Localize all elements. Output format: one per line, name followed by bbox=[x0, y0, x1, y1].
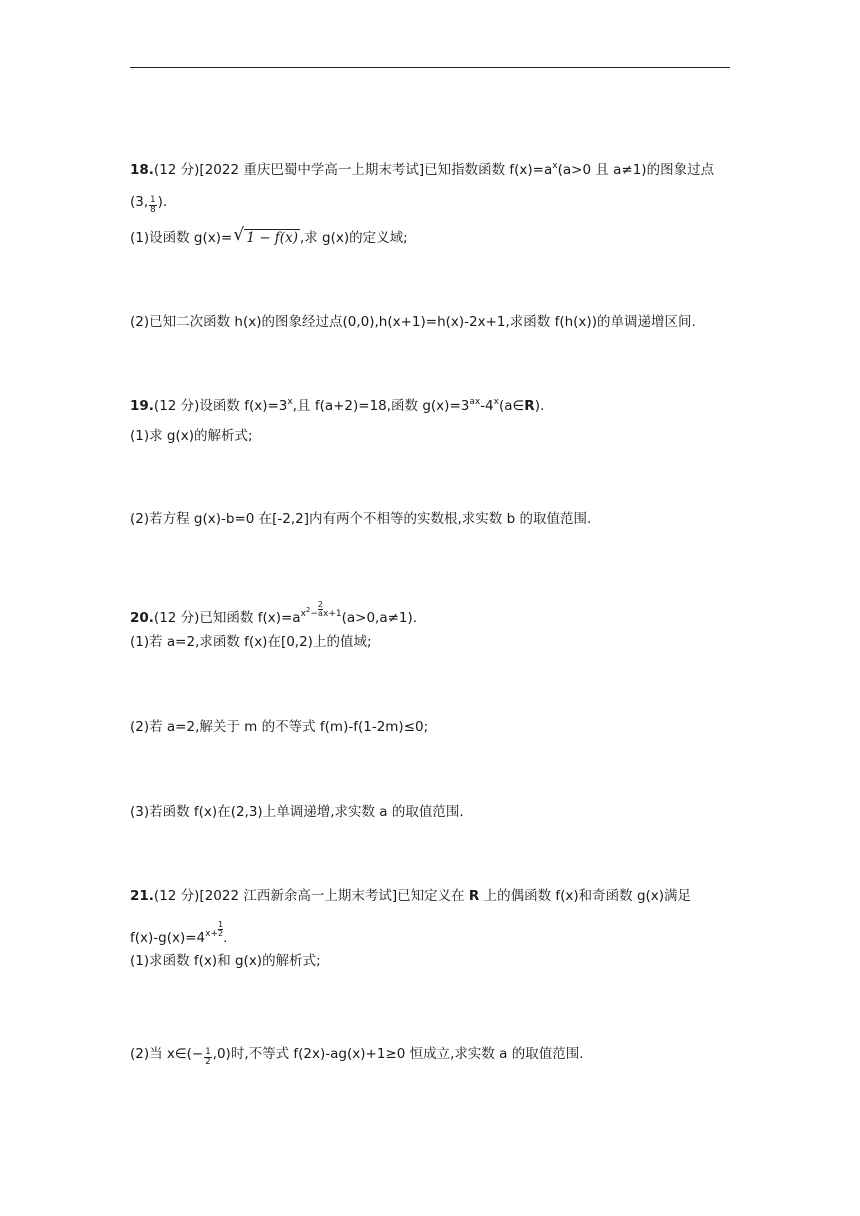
q19-exp2: ax bbox=[469, 397, 481, 407]
frac-numerator: 1 bbox=[205, 1047, 211, 1057]
q18-point-open: (3, bbox=[130, 194, 149, 210]
exp-x: x bbox=[300, 609, 306, 619]
q18-point bbox=[130, 192, 167, 215]
radical-sign: √ bbox=[233, 225, 245, 245]
q18-part1 bbox=[130, 225, 408, 248]
header-rule bbox=[130, 67, 730, 68]
exp-minus: − bbox=[310, 609, 318, 619]
frac-numerator: 1 bbox=[150, 195, 156, 205]
q20-head: (12 分)已知函数 f(x)=a bbox=[153, 610, 301, 626]
q18-point-close: ). bbox=[157, 194, 168, 210]
q18-fx: f(x)=a bbox=[509, 162, 553, 178]
q21-stem bbox=[130, 886, 691, 906]
q18-exp: x bbox=[552, 161, 558, 171]
q19-mid2: -4 bbox=[480, 398, 494, 414]
q21-p2-pre: (2)当 x∈(− bbox=[130, 1046, 204, 1062]
q18-stem bbox=[130, 160, 714, 180]
q19-reals: R bbox=[524, 398, 535, 414]
sqrt-expression bbox=[233, 225, 300, 248]
q20-part3: (3)若函数 f(x)在(2,3)上单调递增,求实数 a 的取值范围. bbox=[130, 804, 464, 820]
q19-mid: ,且 f(a+2)=18,函数 g(x)=3 bbox=[292, 398, 470, 414]
q19-stem bbox=[130, 396, 544, 416]
radicand: 1 − f(x) bbox=[246, 230, 298, 246]
q19-number: 19. bbox=[130, 398, 154, 414]
q21-cond-end: . bbox=[223, 930, 228, 946]
frac-denominator: 2 bbox=[218, 929, 224, 938]
q21-p2-post: ,0)时,不等式 f(2x)-ag(x)+1≥0 恒成立,求实数 a 的取值范围. bbox=[212, 1046, 584, 1062]
exp-square: 2 bbox=[305, 606, 311, 614]
q18-point-fraction bbox=[149, 196, 156, 215]
q18-number: 18. bbox=[130, 162, 154, 178]
q20-part2: (2)若 a=2,解关于 m 的不等式 f(m)-f(1-2m)≤0; bbox=[130, 719, 429, 735]
q19-part1: (1)求 g(x)的解析式; bbox=[130, 428, 253, 444]
q18-p1-pre: (1)设函数 g(x)= bbox=[130, 230, 233, 246]
frac-numerator: 1 bbox=[218, 920, 224, 929]
q21-head: (12 分)[2022 江西新余高一上期末考试]已知定义在 bbox=[153, 888, 469, 904]
q18-part2: (2)已知二次函数 h(x)的图象经过点(0,0),h(x+1)=h(x)-2x+1,求函数 f(h(x))的单调递增区间. bbox=[130, 314, 696, 330]
q19-exp3: x bbox=[493, 397, 499, 407]
q21-cond-pre: f(x)-g(x)=4 bbox=[130, 930, 206, 946]
exp-x: x+ bbox=[205, 929, 219, 939]
q18-cond: (a>0 且 a≠1)的图象过点 bbox=[557, 162, 715, 178]
q21-condition bbox=[130, 921, 227, 948]
q21-number: 21. bbox=[130, 888, 154, 904]
q20-part1: (1)若 a=2,求函数 f(x)在[0,2)上的值域; bbox=[130, 634, 372, 650]
q18-head: (12 分)[2022 重庆巴蜀中学高一上期末考试]已知指数函数 bbox=[153, 162, 510, 178]
q20-number: 20. bbox=[130, 610, 154, 626]
frac-denominator: 2 bbox=[205, 1057, 211, 1067]
q21-head2: 上的偶函数 f(x)和奇函数 g(x)满足 bbox=[479, 888, 692, 904]
q20-tail: (a>0,a≠1). bbox=[341, 610, 418, 626]
q19-tail: (a∈ bbox=[498, 398, 525, 414]
q20-exponent bbox=[300, 600, 342, 619]
q20-stem bbox=[130, 601, 417, 628]
q21-reals: R bbox=[468, 888, 480, 904]
q18-p1-post: ,求 g(x)的定义域; bbox=[299, 230, 408, 246]
q21-exponent bbox=[205, 920, 224, 939]
q21-part2 bbox=[130, 1044, 584, 1067]
q21-p2-fraction bbox=[204, 1048, 211, 1067]
q19-exp1: x bbox=[287, 397, 293, 407]
frac-denominator: a bbox=[318, 609, 323, 618]
q19-end: ). bbox=[534, 398, 545, 414]
frac-numerator: 2 bbox=[317, 600, 324, 609]
exp-tail: x+1 bbox=[323, 609, 342, 619]
q19-part2: (2)若方程 g(x)-b=0 在[-2,2]内有两个不相等的实数根,求实数 b 的取值范围. bbox=[130, 511, 592, 527]
frac-denominator: 8 bbox=[150, 205, 156, 215]
q21-part1: (1)求函数 f(x)和 g(x)的解析式; bbox=[130, 953, 321, 969]
q19-head: (12 分)设函数 f(x)=3 bbox=[153, 398, 288, 414]
